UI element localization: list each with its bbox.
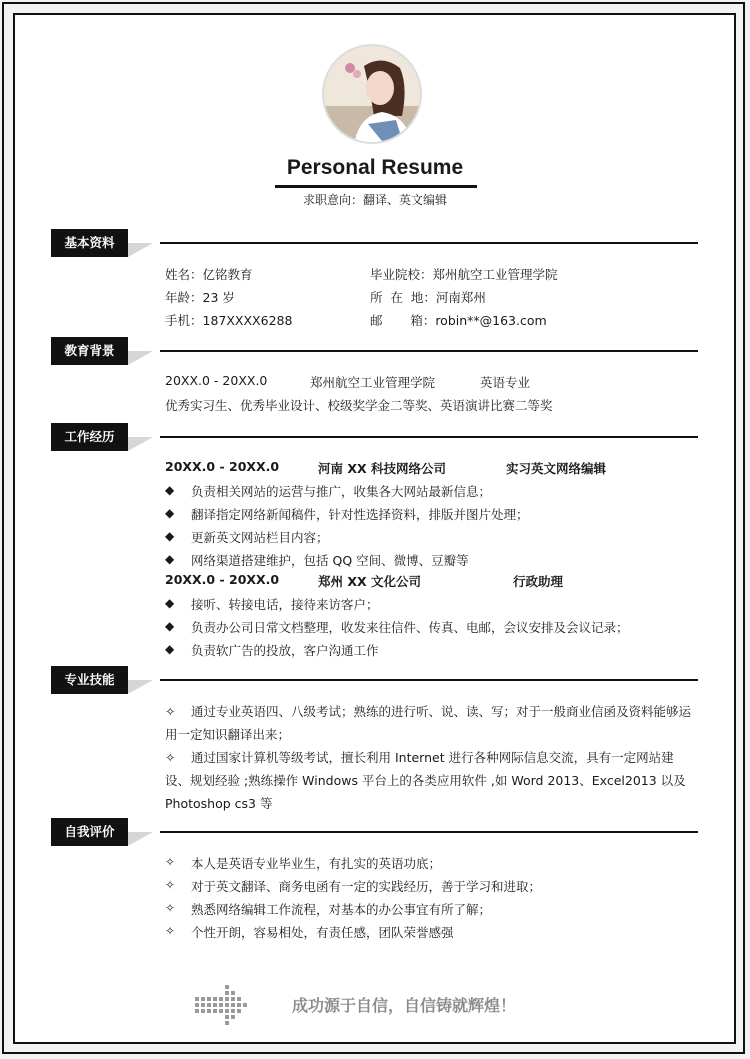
section-rule <box>160 436 698 438</box>
job1-duty: 负责相关网站的运营与推广，收集各大网站最新信息； <box>191 484 492 499</box>
diamond-bullet-icon: ◆ <box>165 642 175 656</box>
diamond-bullet-icon: ◆ <box>165 506 175 520</box>
basic-age: 年龄：23 岁 <box>165 290 235 305</box>
four-point-star-icon: ✧ <box>165 878 176 892</box>
job2-duty: 负责软广告的投放，客户沟通工作 <box>191 643 379 658</box>
section-rule <box>160 831 698 833</box>
section-label-skills: 专业技能 <box>51 666 128 694</box>
self-eval-item: 本人是英语专业毕业生，有扎实的英语功底； <box>191 856 442 871</box>
self-eval-item: 个性开朗，容易相处，有责任感，团队荣誉感强 <box>191 925 454 940</box>
self-eval-item: 熟悉网络编辑工作流程，对基本的办公事宜有所了解； <box>191 902 492 917</box>
basic-school: 毕业院校：郑州航空工业管理学院 <box>370 267 558 282</box>
diamond-bullet-icon: ◆ <box>165 552 175 566</box>
job1-duty: 翻译指定网络新闻稿件，针对性选择资料，排版并图片处理； <box>191 507 529 522</box>
diamond-bullet-icon: ◆ <box>165 619 175 633</box>
section-label-self: 自我评价 <box>51 818 128 846</box>
edu-major: 英语专业 <box>480 375 531 390</box>
job2-role: 行政助理 <box>513 574 564 589</box>
skill-item-1 <box>165 700 695 746</box>
basic-email: 邮 箱：robin**@163.com <box>370 313 547 328</box>
job1-duty: 更新英文网站栏目内容； <box>191 530 329 545</box>
job1-period: 20XX.0 - 20XX.0 <box>165 459 280 474</box>
profile-photo <box>322 44 422 144</box>
resume-title: Personal Resume <box>286 156 464 179</box>
self-eval-item: 对于英文翻译、商务电函有一定的实践经历，善于学习和进取； <box>191 879 542 894</box>
section-rule <box>160 350 698 352</box>
job1-duty: 网络渠道搭建维护，包括 QQ 空间、微博、豆瓣等 <box>191 553 469 568</box>
section-wedge <box>128 832 153 846</box>
section-label-work: 工作经历 <box>51 423 128 451</box>
dotted-arrow-icon <box>195 985 257 1027</box>
skill-text: 通过专业英语四、八级考试；熟练的进行听、说、读、写；对于一般商业信函及资料能够运用一定知识翻译出来； <box>165 704 692 742</box>
job2-company: 郑州 XX 文化公司 <box>318 574 421 589</box>
section-wedge <box>128 437 153 451</box>
title-underline <box>275 185 477 188</box>
section-rule <box>160 679 698 681</box>
footer-motto: 成功源于自信，自信铸就辉煌！ <box>292 996 517 1015</box>
section-wedge <box>128 351 153 365</box>
basic-name: 姓名：亿铭教育 <box>165 267 253 282</box>
diamond-bullet-icon: ◆ <box>165 529 175 543</box>
four-point-star-icon: ✧ <box>165 855 176 869</box>
diamond-bullet-icon: ◆ <box>165 483 175 497</box>
four-point-star-icon: ✧ <box>165 704 176 719</box>
four-point-star-icon: ✧ <box>165 750 176 765</box>
section-label-education: 教育背景 <box>51 337 128 365</box>
job1-role: 实习英文网络编辑 <box>506 461 607 476</box>
job2-duty: 负责办公司日常文档整理，收发来往信件、传真、电邮，会议安排及会议记录； <box>191 620 629 635</box>
edu-period: 20XX.0 - 20XX.0 <box>165 373 268 388</box>
section-label-basic: 基本资料 <box>51 229 128 257</box>
diamond-bullet-icon: ◆ <box>165 596 175 610</box>
four-point-star-icon: ✧ <box>165 901 176 915</box>
basic-location: 所 在 地：河南郑州 <box>370 290 486 305</box>
skill-item-2 <box>165 746 695 815</box>
job2-duty: 接听、转接电话，接待来访客户； <box>191 597 379 612</box>
edu-school: 郑州航空工业管理学院 <box>310 375 436 390</box>
edu-honors: 优秀实习生、优秀毕业设计、校级奖学金二等奖、英语演讲比赛二等奖 <box>165 398 553 413</box>
basic-phone: 手机：187XXXX6288 <box>165 313 293 328</box>
section-rule <box>160 242 698 244</box>
section-wedge <box>128 243 153 257</box>
photo-illustration <box>324 46 422 144</box>
job2-period: 20XX.0 - 20XX.0 <box>165 572 280 587</box>
skill-text: 通过国家计算机等级考试，擅长利用 Internet 进行各种网际信息交流，具有一定网站建设、规划经验 ;熟练操作 Windows 平台上的各类应用软件 ,如 Word 2013、Excel2013 以及 Photoshop cs3 等 <box>165 750 686 811</box>
job1-company: 河南 XX 科技网络公司 <box>318 461 446 476</box>
four-point-star-icon: ✧ <box>165 924 176 938</box>
job-objective: 求职意向：翻译、英文编辑 <box>302 193 447 207</box>
section-wedge <box>128 680 153 694</box>
